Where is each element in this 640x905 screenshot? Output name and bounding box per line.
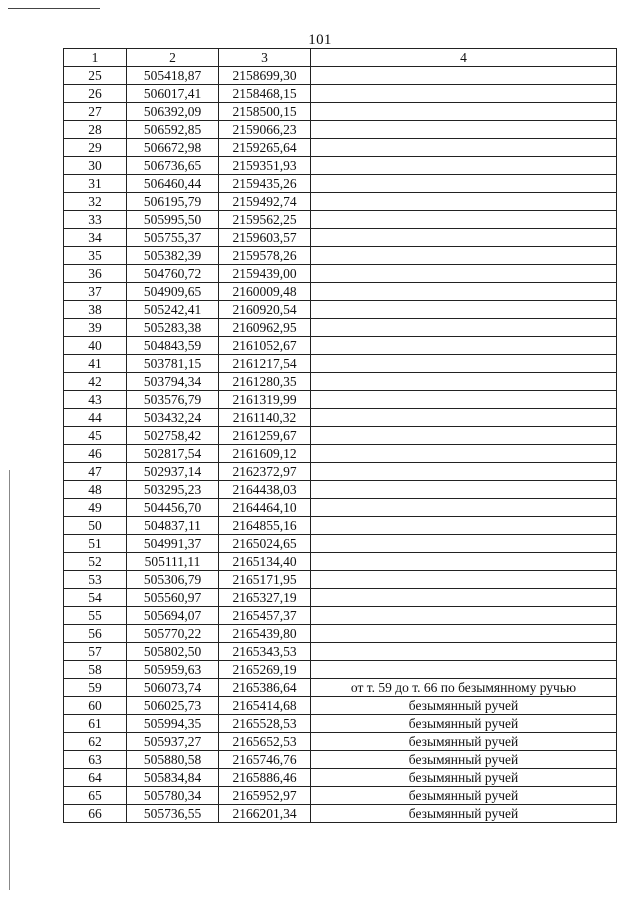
x-coordinate-cell: 503794,34 (127, 373, 219, 391)
table-row (64, 481, 617, 499)
point-number-cell: 38 (64, 301, 127, 319)
description-cell: от т. 59 до т. 66 по безымянному ручью (311, 679, 617, 697)
y-coordinate-cell: 2164855,16 (219, 517, 311, 535)
x-coordinate-cell: 505834,84 (127, 769, 219, 787)
x-coordinate-cell: 503576,79 (127, 391, 219, 409)
point-number-cell: 34 (64, 229, 127, 247)
table-row (64, 211, 617, 229)
table-row (64, 805, 617, 823)
y-coordinate-cell: 2165343,53 (219, 643, 311, 661)
x-coordinate-cell: 502758,42 (127, 427, 219, 445)
x-coordinate-cell: 506017,41 (127, 85, 219, 103)
x-coordinate-cell: 505880,58 (127, 751, 219, 769)
x-coordinate-cell: 505382,39 (127, 247, 219, 265)
x-coordinate-cell: 506736,65 (127, 157, 219, 175)
y-coordinate-cell: 2165952,97 (219, 787, 311, 805)
y-coordinate-cell: 2162372,97 (219, 463, 311, 481)
description-cell (311, 625, 617, 643)
point-number-cell: 46 (64, 445, 127, 463)
x-coordinate-cell: 505937,27 (127, 733, 219, 751)
description-cell (311, 373, 617, 391)
description-cell (311, 301, 617, 319)
page-number: 101 (308, 32, 332, 48)
x-coordinate-cell: 505560,97 (127, 589, 219, 607)
point-number-cell: 63 (64, 751, 127, 769)
table-row (64, 157, 617, 175)
table-row (64, 643, 617, 661)
point-number-cell: 54 (64, 589, 127, 607)
description-cell (311, 211, 617, 229)
table-row (64, 697, 617, 715)
x-coordinate-cell: 502817,54 (127, 445, 219, 463)
y-coordinate-cell: 2165269,19 (219, 661, 311, 679)
description-cell (311, 517, 617, 535)
x-coordinate-cell: 504760,72 (127, 265, 219, 283)
table-row (64, 571, 617, 589)
point-number-cell: 43 (64, 391, 127, 409)
point-number-cell: 49 (64, 499, 127, 517)
y-coordinate-cell: 2165386,64 (219, 679, 311, 697)
description-cell (311, 229, 617, 247)
description-cell (311, 661, 617, 679)
point-number-cell: 30 (64, 157, 127, 175)
x-coordinate-cell: 503432,24 (127, 409, 219, 427)
x-coordinate-cell: 504843,59 (127, 337, 219, 355)
x-coordinate-cell: 504837,11 (127, 517, 219, 535)
table-row (64, 193, 617, 211)
y-coordinate-cell: 2165171,95 (219, 571, 311, 589)
table-row (64, 517, 617, 535)
description-cell (311, 445, 617, 463)
y-coordinate-cell: 2165746,76 (219, 751, 311, 769)
table-row (64, 427, 617, 445)
y-coordinate-cell: 2158699,30 (219, 67, 311, 85)
coordinates-table (63, 48, 617, 823)
y-coordinate-cell: 2160962,95 (219, 319, 311, 337)
point-number-cell: 48 (64, 481, 127, 499)
y-coordinate-cell: 2159265,64 (219, 139, 311, 157)
column-header-description: 4 (311, 49, 617, 67)
header-row (64, 49, 617, 67)
y-coordinate-cell: 2161140,32 (219, 409, 311, 427)
description-cell (311, 409, 617, 427)
y-coordinate-cell: 2160920,54 (219, 301, 311, 319)
description-cell (311, 265, 617, 283)
table-row (64, 625, 617, 643)
y-coordinate-cell: 2160009,48 (219, 283, 311, 301)
y-coordinate-cell: 2165134,40 (219, 553, 311, 571)
description-cell: безымянный ручей (311, 769, 617, 787)
y-coordinate-cell: 2165024,65 (219, 535, 311, 553)
description-cell (311, 553, 617, 571)
table-row (64, 121, 617, 139)
column-header-x: 2 (127, 49, 219, 67)
y-coordinate-cell: 2166201,34 (219, 805, 311, 823)
point-number-cell: 51 (64, 535, 127, 553)
y-coordinate-cell: 2159439,00 (219, 265, 311, 283)
point-number-cell: 31 (64, 175, 127, 193)
point-number-cell: 57 (64, 643, 127, 661)
description-cell (311, 337, 617, 355)
point-number-cell: 32 (64, 193, 127, 211)
x-coordinate-cell: 506073,74 (127, 679, 219, 697)
point-number-cell: 44 (64, 409, 127, 427)
x-coordinate-cell: 505283,38 (127, 319, 219, 337)
x-coordinate-cell: 505994,35 (127, 715, 219, 733)
point-number-cell: 47 (64, 463, 127, 481)
table-row (64, 715, 617, 733)
description-cell (311, 85, 617, 103)
point-number-cell: 45 (64, 427, 127, 445)
table-row (64, 337, 617, 355)
point-number-cell: 59 (64, 679, 127, 697)
y-coordinate-cell: 2158468,15 (219, 85, 311, 103)
point-number-cell: 55 (64, 607, 127, 625)
x-coordinate-cell: 505959,63 (127, 661, 219, 679)
point-number-cell: 26 (64, 85, 127, 103)
point-number-cell: 28 (64, 121, 127, 139)
top-rule (8, 8, 100, 9)
table-row (64, 661, 617, 679)
point-number-cell: 40 (64, 337, 127, 355)
column-header-y: 3 (219, 49, 311, 67)
description-cell (311, 481, 617, 499)
description-cell (311, 175, 617, 193)
table-row (64, 175, 617, 193)
table-row (64, 733, 617, 751)
point-number-cell: 50 (64, 517, 127, 535)
y-coordinate-cell: 2159435,26 (219, 175, 311, 193)
point-number-cell: 36 (64, 265, 127, 283)
table-row (64, 409, 617, 427)
table-row (64, 319, 617, 337)
table-row (64, 499, 617, 517)
table-row (64, 229, 617, 247)
y-coordinate-cell: 2159578,26 (219, 247, 311, 265)
description-cell (311, 571, 617, 589)
description-cell (311, 247, 617, 265)
x-coordinate-cell: 505736,55 (127, 805, 219, 823)
column-header-number: 1 (64, 49, 127, 67)
x-coordinate-cell: 506392,09 (127, 103, 219, 121)
x-coordinate-cell: 505770,22 (127, 625, 219, 643)
y-coordinate-cell: 2161319,99 (219, 391, 311, 409)
x-coordinate-cell: 506195,79 (127, 193, 219, 211)
table-row (64, 445, 617, 463)
table-row (64, 679, 617, 697)
point-number-cell: 42 (64, 373, 127, 391)
point-number-cell: 35 (64, 247, 127, 265)
table-row (64, 247, 617, 265)
x-coordinate-cell: 505802,50 (127, 643, 219, 661)
description-cell: безымянный ручей (311, 715, 617, 733)
table-row (64, 607, 617, 625)
table-row (64, 589, 617, 607)
margin-rule (9, 470, 10, 890)
table-row (64, 769, 617, 787)
description-cell (311, 535, 617, 553)
description-cell (311, 283, 617, 301)
x-coordinate-cell: 505995,50 (127, 211, 219, 229)
x-coordinate-cell: 506672,98 (127, 139, 219, 157)
description-cell (311, 499, 617, 517)
description-cell (311, 427, 617, 445)
table-row (64, 85, 617, 103)
x-coordinate-cell: 503781,15 (127, 355, 219, 373)
point-number-cell: 56 (64, 625, 127, 643)
x-coordinate-cell: 504456,70 (127, 499, 219, 517)
y-coordinate-cell: 2159492,74 (219, 193, 311, 211)
point-number-cell: 60 (64, 697, 127, 715)
table-row (64, 265, 617, 283)
y-coordinate-cell: 2165528,53 (219, 715, 311, 733)
y-coordinate-cell: 2161280,35 (219, 373, 311, 391)
table-row (64, 787, 617, 805)
description-cell (311, 319, 617, 337)
description-cell: безымянный ручей (311, 697, 617, 715)
x-coordinate-cell: 505694,07 (127, 607, 219, 625)
description-cell (311, 643, 617, 661)
y-coordinate-cell: 2161052,67 (219, 337, 311, 355)
point-number-cell: 27 (64, 103, 127, 121)
point-number-cell: 41 (64, 355, 127, 373)
x-coordinate-cell: 502937,14 (127, 463, 219, 481)
x-coordinate-cell: 504909,65 (127, 283, 219, 301)
point-number-cell: 37 (64, 283, 127, 301)
y-coordinate-cell: 2165886,46 (219, 769, 311, 787)
description-cell (311, 139, 617, 157)
point-number-cell: 25 (64, 67, 127, 85)
x-coordinate-cell: 505755,37 (127, 229, 219, 247)
x-coordinate-cell: 505418,87 (127, 67, 219, 85)
point-number-cell: 58 (64, 661, 127, 679)
description-cell (311, 103, 617, 121)
y-coordinate-cell: 2159066,23 (219, 121, 311, 139)
point-number-cell: 29 (64, 139, 127, 157)
x-coordinate-cell: 506025,73 (127, 697, 219, 715)
x-coordinate-cell: 505306,79 (127, 571, 219, 589)
y-coordinate-cell: 2159351,93 (219, 157, 311, 175)
y-coordinate-cell: 2161259,67 (219, 427, 311, 445)
x-coordinate-cell: 503295,23 (127, 481, 219, 499)
y-coordinate-cell: 2164464,10 (219, 499, 311, 517)
table-row (64, 301, 617, 319)
table-row (64, 553, 617, 571)
point-number-cell: 66 (64, 805, 127, 823)
table-row (64, 139, 617, 157)
x-coordinate-cell: 504991,37 (127, 535, 219, 553)
y-coordinate-cell: 2165414,68 (219, 697, 311, 715)
point-number-cell: 65 (64, 787, 127, 805)
y-coordinate-cell: 2164438,03 (219, 481, 311, 499)
description-cell (311, 463, 617, 481)
description-cell (311, 391, 617, 409)
description-cell (311, 607, 617, 625)
description-cell (311, 589, 617, 607)
point-number-cell: 61 (64, 715, 127, 733)
x-coordinate-cell: 505242,41 (127, 301, 219, 319)
table-row (64, 751, 617, 769)
y-coordinate-cell: 2159562,25 (219, 211, 311, 229)
table-row (64, 391, 617, 409)
point-number-cell: 62 (64, 733, 127, 751)
x-coordinate-cell: 505111,11 (127, 553, 219, 571)
x-coordinate-cell: 506460,44 (127, 175, 219, 193)
y-coordinate-cell: 2159603,57 (219, 229, 311, 247)
point-number-cell: 64 (64, 769, 127, 787)
y-coordinate-cell: 2165327,19 (219, 589, 311, 607)
point-number-cell: 39 (64, 319, 127, 337)
table-row (64, 67, 617, 85)
table-row (64, 535, 617, 553)
table-row (64, 103, 617, 121)
y-coordinate-cell: 2165457,37 (219, 607, 311, 625)
description-cell (311, 67, 617, 85)
description-cell (311, 121, 617, 139)
point-number-cell: 53 (64, 571, 127, 589)
y-coordinate-cell: 2158500,15 (219, 103, 311, 121)
description-cell (311, 157, 617, 175)
description-cell: безымянный ручей (311, 733, 617, 751)
y-coordinate-cell: 2161217,54 (219, 355, 311, 373)
description-cell (311, 355, 617, 373)
description-cell: безымянный ручей (311, 805, 617, 823)
point-number-cell: 52 (64, 553, 127, 571)
y-coordinate-cell: 2165439,80 (219, 625, 311, 643)
table-row (64, 373, 617, 391)
y-coordinate-cell: 2161609,12 (219, 445, 311, 463)
description-cell: безымянный ручей (311, 787, 617, 805)
y-coordinate-cell: 2165652,53 (219, 733, 311, 751)
point-number-cell: 33 (64, 211, 127, 229)
table-row (64, 463, 617, 481)
table-row (64, 355, 617, 373)
x-coordinate-cell: 506592,85 (127, 121, 219, 139)
description-cell: безымянный ручей (311, 751, 617, 769)
x-coordinate-cell: 505780,34 (127, 787, 219, 805)
table-row (64, 283, 617, 301)
description-cell (311, 193, 617, 211)
